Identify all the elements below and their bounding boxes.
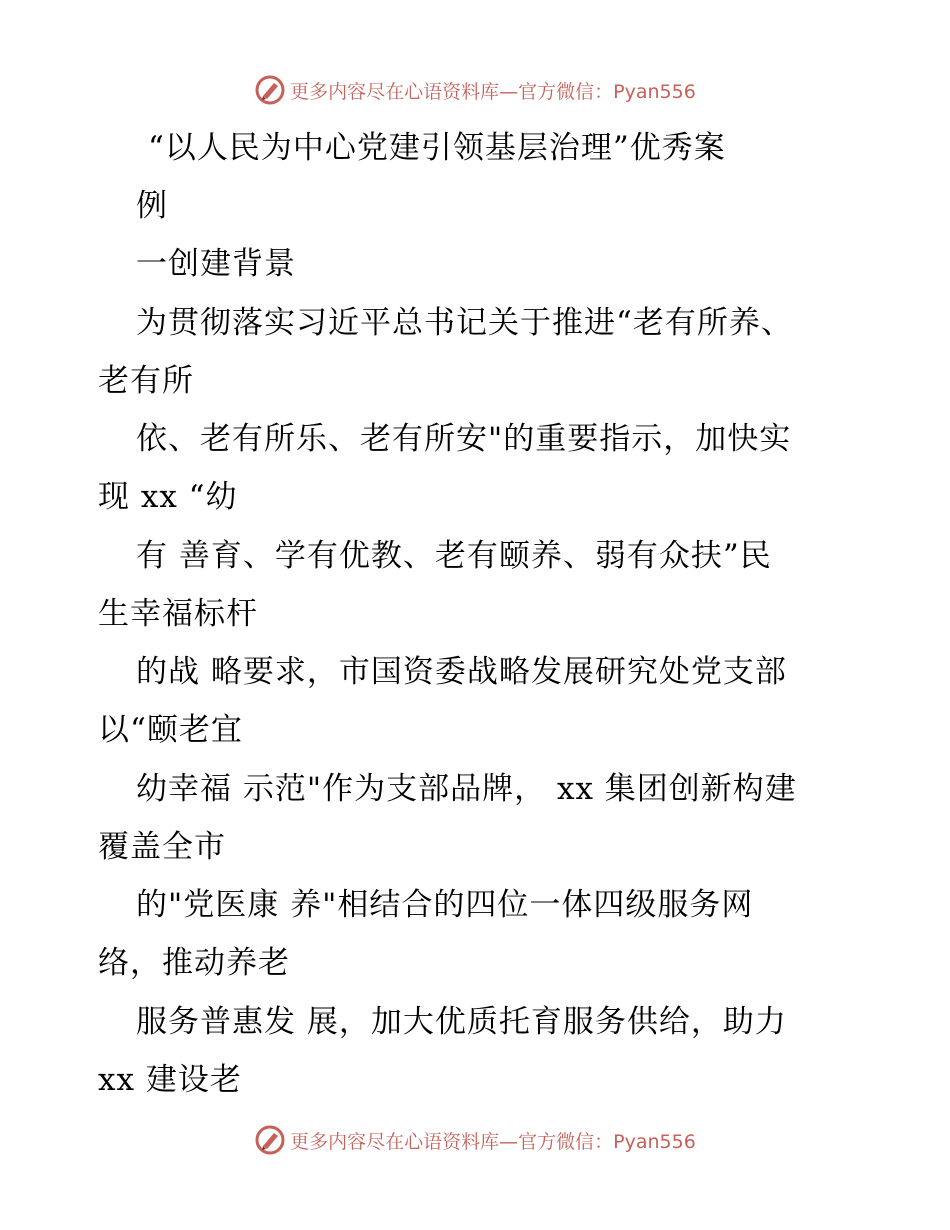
document-title-line-2: 例 — [136, 188, 168, 224]
paragraph-line: 的"党医康 养"相结合的四位一体四级服务网 — [136, 887, 754, 923]
section-heading: 一创建背景 — [136, 246, 296, 282]
paragraph-line: 覆盖全市 — [98, 829, 226, 865]
paragraph-line: 现 xx “幼 — [98, 479, 238, 515]
paragraph-line: 络，推动养老 — [98, 945, 290, 981]
paragraph-line: xx 建设老 — [98, 1062, 242, 1098]
footer-watermark — [0, 1120, 950, 1160]
paragraph-line: 生幸福标杆 — [98, 596, 258, 632]
paragraph-line: 以“颐老宜 — [98, 712, 243, 748]
paragraph-line: 依、老有所乐、老有所安"的重要指示，加快实 — [136, 421, 792, 457]
pen-circle-logo-icon — [254, 1124, 286, 1156]
watermark-text: 更多内容尽在心语资料库—官方微信：Pyan556 — [290, 80, 696, 103]
watermark-text: 更多内容尽在心语资料库—官方微信：Pyan556 — [290, 1130, 696, 1153]
paragraph-line: 有 善育、学有优教、老有颐养、弱有众扶”民 — [136, 538, 772, 574]
paragraph-line: 老有所 — [98, 363, 194, 399]
paragraph-line: 服务普惠发 展，加大优质托育服务供给，助力 — [136, 1004, 787, 1040]
paragraph-line: 为贯彻落实习近平总书记关于推进“老有所养、 — [136, 305, 793, 341]
document-title-line-1: “以人民为中心党建引领基层治理”优秀案 — [148, 130, 726, 166]
paragraph-line: 的战 略要求，市国资委战略发展研究处党支部 — [136, 654, 787, 690]
paragraph-line: 幼幸福 示范"作为支部品牌， xx 集团创新构建 — [136, 771, 797, 807]
